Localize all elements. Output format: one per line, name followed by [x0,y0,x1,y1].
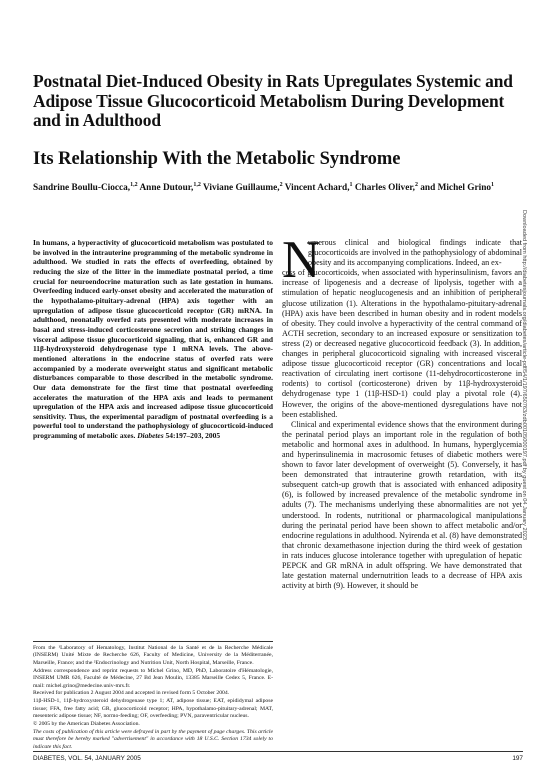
author-affiliation: 1 [491,182,495,188]
abstract [33,238,273,441]
author-name: Sandrine Boullu-Ciocca, [33,183,131,194]
author-name: Viviane Guillaume, [203,183,280,194]
author-name: and Michel Grino [420,183,492,194]
download-watermark: Downloaded from http://diabetesjournals.org/diabetes/article-pdf/54/1/197/650763/zdb00105000197.pdf by guest on 04 January 2023 [521,210,527,540]
intro-paragraph-opening: umerous clinical and biological findings indicate that glucocorticoids are involved in the pathophysiology of abdominal obesity and its accompanying complications. Indeed, an ex- [308,238,522,268]
abstract-citation-journal: Diabetes [137,431,164,441]
article-title: Postnatal Diet-Induced Obesity in Rats Upregulates Systemic and Adipose Tissue Glucocorticoid Metabolism During Development and in Adulthood [33,71,513,130]
footer-divider [33,751,523,752]
author-affiliation: 2 [414,182,418,188]
page-number: 197 [512,755,523,762]
article-subtitle: Its Relationship With the Metabolic Syndrome [33,149,401,169]
affiliation-note: From the ¹Laboratory of Hematology, Institut National de la Santé et de la Recherche Médicale (INSERM) Unité Mixte de Recherche 626, Faculty of Medicine, University de la Méditerranée, Marseille, France; and the ²Endocrinology and Nutrition Unit, North Hospital, Marseille, France. [33,645,273,666]
author-affiliation: 1 [349,182,353,188]
correspondence-note: Address correspondence and reprint requests to Michel Grino, MD, PhD, Laboratoire d'Hématologie, INSERM UMR 626, Faculté de Médecine, 27 Bd Jean Moulin, 13385 Marseille Cedex 5, France. E-mail: michel.grino@medecine.univ-mrs.fr. [33,667,273,689]
author-name: Anne Dutour, [139,183,194,194]
footnotes [33,645,273,752]
abstract-citation-details: 54:197–203, 2005 [163,431,221,441]
abstract-text: In humans, a hyperactivity of glucocorticoid metabolism was postulated to be involved in the intrauterine programming of the metabolic syndrome in adulthood. We studied in rats the effects of overfeeding, obtained by reducing the size of the litter in the immediate postnatal period, a time crucial for neuroendocrine maturation such as late gestation in humans. Overfeeding induced early-onset obesity and accelerated the maturation of the hypothalamo-pituitary-adrenal (HPA) axis together with an upregulation of adipose tissue glucocorticoid receptor (GR) mRNA. In adulthood, neonatally overfed rats presented with moderate increases in basal and stress-induced corticosterone secretion and striking changes in visceral adipose tissue glucocorticoid signaling, that is, enhanced GR and 11β-hydroxysteroid dehydrogenase type 1 mRNA levels. The above-mentioned alterations in the endocrine status of overfed rats were accompanied by a moderate overweight status and significant metabolic disturbances comparable to those described in the metabolic syndrome. Our data demonstrate for the first time that postnatal overfeeding accelerates the maturation of the HPA axis and leads to permanent upregulation of the HPA axis and increased adipose tissue glucocorticoid sensitivity. Thus, the experimental paradigm of postnatal overfeeding is a powerful tool to understand the pathophysiology of glucocorticoid-induced programming of metabolic axes. [33,238,273,441]
author-list [33,179,513,194]
copyright-note: © 2005 by the American Diabetes Association. [33,721,140,728]
body-text-column [282,231,522,591]
author-affiliation: 2 [279,182,283,188]
author-affiliation: 1,2 [130,182,138,188]
footnote-divider [33,641,273,642]
publication-cost-note: The costs of publication of this article were defrayed in part by the payment of page charges. This article must therefore be hereby marked "advertisement" in accordance with 18 U.S.C. Section 1734 solely to indicate this fact. [33,728,273,750]
author-name: Charles Oliver, [354,183,415,194]
author-name: Vincent Achard, [284,183,350,194]
abbreviations-note: 11β-HSD-1, 11β-hydroxysteroid dehydrogenase type 1; AT, adipose tissue; EAT, epididymal adipose tissue; FFA, free fatty acid; GR, glucocorticoid receptor; HPA, hypothalamo-pituitary-adrenal; MAT, mesenteric adipose tissue; NF, normo-feeding; OF, overfeeding; PVN, paraventricular nucleus. [33,698,273,720]
author-affiliation: 1,2 [193,182,201,188]
intro-paragraph: cess of glucocorticoids, when associated with hyperinsulinism, favors an increase of lipogenesis and a decrease of lipolysis, together with a stimulation of hepatic neoglucogenesis and an inhibition of peripheral glucose utilization (1). Alterations in the hypothalamo-pituitary-adrenal (HPA) axis have been described in human obesity and in rodent models of obesity. They could involve a hyperactivity of the central command of ACTH secretion, secondary to an increased exposure or sensitization to stress (2) or decreased negative glucocorticoid feedback (3). In addition, changes in peripheral glucocorticoid signaling with increased visceral adipose tissue glucocorticoid receptor (GR) concentrations and local reactivation of circulating inert cortisone (11-dehydrocorticosterone in rodents) to cortisol (corticosterone) driven by 11β-hydroxysteroid dehydrogenase type 1 (11β-HSD-1) could play a pivotal role (4). However, the origins of the above-mentioned dysregulations have not been established. [282,268,522,419]
received-note: Received for publication 2 August 2004 and accepted in revised form 5 October 2004. [33,690,230,697]
drop-cap: N [282,231,321,289]
journal-issue: DIABETES, VOL. 54, JANUARY 2005 [33,755,141,762]
body-paragraph: Clinical and experimental evidence shows that the environment during the perinatal period plays an important role in the regulation of both metabolic and hormonal axes in adulthood. In humans, hyperglycemia and hyperinsulinemia in macrosomic fetuses of diabetic mothers were shown to favor later development of overweight (5). Conversely, it has been demonstrated that intrauterine growth retardation, with its subsequent catch-up growth that is associated with enhanced adiposity (6), is followed by increased prevalence of the metabolic syndrome in adults (7). The mechanisms underlying these abnormalities are not yet understood. In rodents, nutritional or pharmacological manipulations during the perinatal period have been shown to affect metabolic and/or endocrine regulations in adulthood. Nyirenda et al. (8) have demonstrated that chronic dexamethasone injection during the third week of gestation in rats induces glucose intolerance together with upregulation of hepatic PEPCK and GR mRNA in adult offspring. We have demonstrated that late gestation maternal undernutrition leads to a decrease of HPA axis activity at birth (9). However, it should be [282,419,522,591]
